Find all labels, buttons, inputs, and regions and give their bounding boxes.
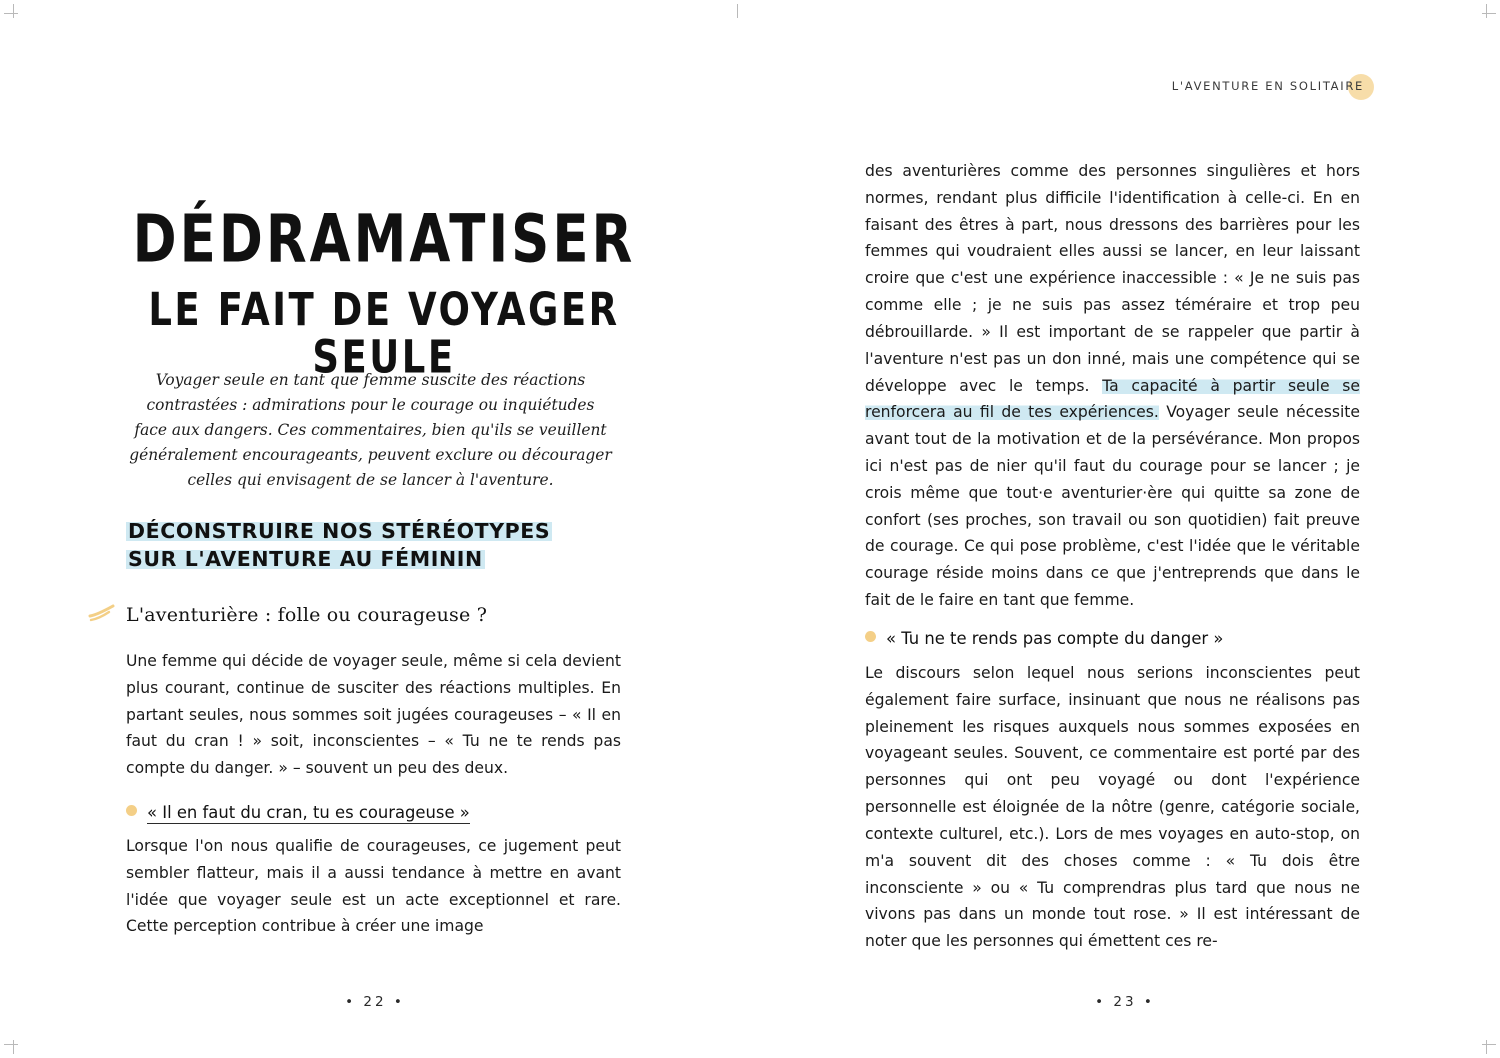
chapter-title bbox=[124, 201, 644, 383]
folio-dot-right: • bbox=[1143, 994, 1155, 1010]
right-page bbox=[750, 0, 1500, 1058]
right-paragraph-1-part-1: des aventurières comme des personnes singulières et hors normes, rendant plus difficile l'identification à celle-ci. En en faisant des êtres à part, nous dressons des barrières pour les femmes qui voudraient elles aussi se lancer, en leur laissant croire que c'est une expérience inaccessible : « Je ne suis pas comme elle ; je ne suis pas assez téméraire et trop peu débrouillarde. » Il est important de se rappeler que partir à l'aventure n'est pas un don inné, mais une compétence qui se développe avec le temps. bbox=[865, 162, 1360, 395]
subsection-heading: L'aventurière : folle ou courageuse ? bbox=[126, 604, 488, 626]
left-paragraph-2: Lorsque l'on nous qualifie de courageuses, ce jugement peut sembler flatteur, mais il a aussi tendance à mettre en avant l'idée que voyager seule est un acte exceptionnel et rare. Cette perception contribue à créer une image bbox=[126, 837, 621, 936]
folio-dot-left: • bbox=[345, 994, 357, 1010]
crop-mark-top-center-v bbox=[737, 4, 738, 18]
crop-mark-top-left-h bbox=[4, 13, 18, 14]
crop-mark-bottom-left-v bbox=[13, 1040, 14, 1054]
bullet-dot-icon bbox=[865, 631, 876, 642]
left-page-folio bbox=[0, 994, 750, 1010]
right-bullet-heading bbox=[865, 629, 1360, 648]
section-heading-line-1: DÉCONSTRUIRE NOS STÉRÉOTYPES bbox=[128, 519, 551, 543]
chapter-intro-paragraph: Voyager seule en tant que femme suscite des réactions contrastées : admirations pour le courage ou inquiétudes face aux dangers. Ces commentaires, bien qu'ils se veuillent généralement encourageants, peuvent exclure ou décourager celles qui envisagent de se lancer à l'aventure. bbox=[129, 371, 612, 489]
left-bullet-heading-label: « Il en faut du cran, tu es courageuse » bbox=[147, 803, 470, 822]
right-bullet-heading-label: « Tu ne te rends pas compte du danger » bbox=[886, 629, 1224, 648]
crop-mark-bottom-left-h bbox=[4, 1044, 18, 1045]
left-page-number: 22 bbox=[363, 994, 387, 1010]
section-heading-line-2: SUR L'AVENTURE AU FÉMININ bbox=[128, 546, 483, 571]
left-paragraph-1: Une femme qui décide de voyager seule, même si cela devient plus courant, continue de susciter des réactions multiples. En partant seules, nous sommes soit jugées courageuses – « Il en faut du cran ! » soit, inconscientes – « Tu ne te rends pas compte du danger. » – souvent un peu des deux. bbox=[126, 652, 621, 778]
right-paragraph-1 bbox=[865, 158, 1360, 614]
bullet-dot-icon bbox=[126, 805, 137, 816]
right-page-folio bbox=[750, 994, 1500, 1010]
running-head-label: L'AVENTURE EN SOLITAIRE bbox=[1171, 79, 1364, 93]
right-paragraph-1-highlight: Ta capacité à partir seule se renforcera au fil de tes expériences. bbox=[865, 376, 1360, 422]
quill-icon bbox=[88, 602, 116, 622]
crop-mark-bottom-right-h bbox=[1482, 1044, 1496, 1045]
crop-mark-bottom-right-v bbox=[1486, 1040, 1487, 1054]
crop-mark-top-right-h bbox=[1482, 13, 1496, 14]
chapter-title-line-2: LE FAIT DE VOYAGER SEULE bbox=[148, 282, 620, 383]
right-paragraph-1-part-2: Voyager seule nécessite avant tout de la motivation et de la persévérance. Mon propos ici n'est pas de nier qu'il faut du courage pour se lancer ; je crois même que tout·e aventurier·ère qui quitte sa zone de confort (ses proches, son travail ou son quotidien) fait preuve de courage. Ce qui pose problème, c'est l'idée que le véritable courage réside moins dans ce que j'entreprends que dans le fait de le faire en tant que femme. bbox=[865, 403, 1360, 609]
left-bullet-heading bbox=[126, 803, 621, 824]
crop-mark-top-right-v bbox=[1486, 4, 1487, 18]
running-head bbox=[1172, 74, 1370, 98]
chapter-title-line-1: DÉDRAMATISER bbox=[132, 201, 636, 278]
folio-dot-left: • bbox=[1095, 994, 1107, 1010]
section-heading bbox=[126, 518, 626, 574]
folio-dot-right: • bbox=[393, 994, 405, 1010]
crop-mark-top-left-v bbox=[13, 4, 14, 18]
right-page-number: 23 bbox=[1113, 994, 1137, 1010]
right-paragraph-2: Le discours selon lequel nous serions inconscientes peut également faire surface, insinuant que nous ne réalisons pas pleinement les risques auxquels nous sommes exposées en voyageant seules. Souvent, ce commentaire est porté par des personnes qui ont peu voyagé ou dont l'expérience personnelle est éloignée de la nôtre (genre, catégorie sociale, contexte culturel, etc.). Lors de mes voyages en auto-stop, on m'a souvent dit des choses comme : « Tu dois être inconsciente » ou « Tu comprendras plus tard que nous ne vivons pas dans un monde tout rose. » Il est intéressant de noter que les personnes qui émettent ces re- bbox=[865, 664, 1360, 951]
